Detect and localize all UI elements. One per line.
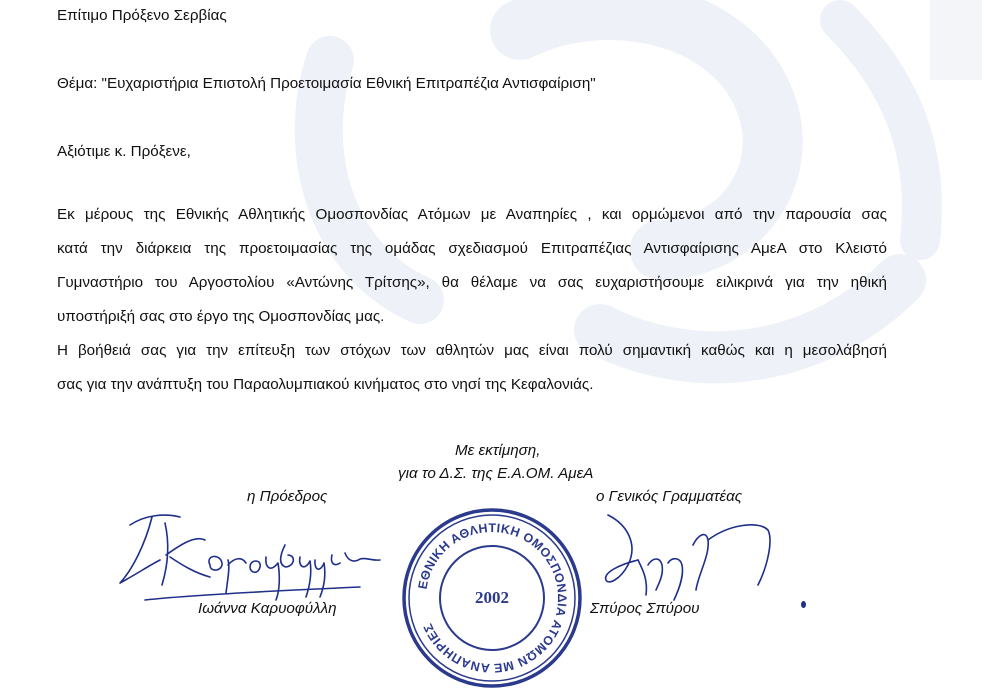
stamp-year: 2002 xyxy=(475,588,509,607)
subject-line: Θέμα: "Ευχαριστήρια Επιστολή Προετοιμασία Εθνική Επιτραπέζια Αντισφαίριση" xyxy=(57,75,596,92)
recipient-line: Επίτιμο Πρόξενο Σερβίας xyxy=(57,7,227,24)
left-signatory-title: η Πρόεδρος xyxy=(247,488,328,505)
ink-dot xyxy=(801,601,806,608)
closing-regards: Με εκτίμηση, xyxy=(455,442,541,459)
body-line: κατά την διάρκεια της προετοιμασίας της ομάδας σχεδιασμού Επιτραπέζιας Αντισφαίρισης ΑμεΑ στο Κλειστό xyxy=(57,240,887,257)
official-stamp xyxy=(400,506,584,690)
closing-board: για το Δ.Σ. της Ε.Α.ΟΜ. ΑμεΑ xyxy=(398,465,594,482)
left-signature xyxy=(110,505,390,605)
left-signatory-name: Ιωάννα Καρυοφύλλη xyxy=(198,600,337,617)
right-signatory-title: ο Γενικός Γραμματέας xyxy=(596,488,743,505)
body-line: Η βοήθειά σας για την επίτευξη των στόχων των αθλητών μας είναι πολύ σημαντική καθώς και η μεσολάβησή xyxy=(57,342,887,359)
body-line: Γυμναστήριο του Αργοστολίου «Αντώνης Τρίτσης», θα θέλαμε να σας ευχαριστήσουμε ειλικρινά για την ηθική xyxy=(57,274,887,291)
body-line: Εκ μέρους της Εθνικής Αθλητικής Ομοσπονδίας Ατόμων με Αναπηρίες , και ορμώμενοι από την παρουσία σας xyxy=(57,206,887,223)
body-paragraph-1 xyxy=(57,198,887,334)
right-signatory-name: Σπύρος Σπύρου xyxy=(590,600,700,617)
right-signature xyxy=(598,505,798,615)
stamp-ring-text: ΕΘΝΙΚΗ ΑΘΛΗΤΙΚΗ ΟΜΟΣΠΟΝΔΙΑ ΑΤΟΜΩΝ ΜΕ ΑΝΑΠΗΡΙΕΣ xyxy=(415,520,570,676)
body-paragraph-2 xyxy=(57,334,887,402)
salutation-line: Αξιότιμε κ. Πρόξενε, xyxy=(57,143,191,160)
body-line: υποστήριξή σας στο έργο της Ομοσπονδίας μας. xyxy=(57,308,385,325)
body-line: σας για την ανάπτυξη του Παραολυμπιακού κινήματος στο νησί της Κεφαλονιάς. xyxy=(57,376,594,393)
